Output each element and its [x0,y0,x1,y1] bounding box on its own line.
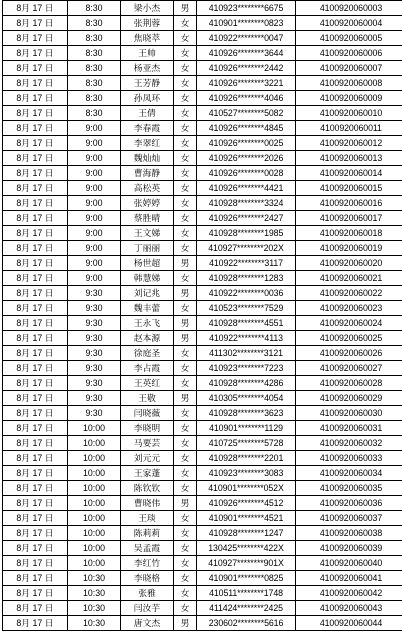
gender-cell: 男 [174,496,197,511]
table-row [3,46,402,61]
name-cell: 李春霞 [121,121,174,136]
table-row [3,571,402,586]
date-cell: 8月 17 日 [3,511,68,526]
time-cell: 9:30 [68,286,121,301]
id-number-cell: 130425********422X [197,541,296,556]
gender-cell: 男 [174,316,197,331]
date-cell: 8月 17 日 [3,166,68,181]
table-row [3,31,402,46]
time-cell: 9:00 [68,211,121,226]
name-cell: 丁丽丽 [121,241,174,256]
gender-cell: 女 [174,151,197,166]
name-cell: 韩慧娣 [121,271,174,286]
date-cell: 8月 17 日 [3,271,68,286]
ticket-number-cell: 4100920060023 [296,301,402,316]
id-number-cell: 410523********7529 [197,301,296,316]
table-row [3,586,402,601]
gender-cell: 女 [174,541,197,556]
id-number-cell: 410926********2026 [197,151,296,166]
ticket-number-cell: 4100920060004 [296,16,402,31]
date-cell: 8月 17 日 [3,241,68,256]
name-cell: 闫汝芋 [121,601,174,616]
time-cell: 8:30 [68,106,121,121]
id-number-cell: 410922********0036 [197,286,296,301]
ticket-number-cell: 4100920060015 [296,181,402,196]
date-cell: 8月 17 日 [3,301,68,316]
gender-cell: 男 [174,391,197,406]
date-cell: 8月 17 日 [3,496,68,511]
gender-cell: 男 [174,331,197,346]
id-number-cell: 410928********4551 [197,316,296,331]
id-number-cell: 410926********2427 [197,211,296,226]
name-cell: 王芳静 [121,76,174,91]
name-cell: 刘记兆 [121,286,174,301]
time-cell: 10:00 [68,481,121,496]
table-row [3,346,402,361]
gender-cell: 女 [174,241,197,256]
table-row [3,1,402,16]
ticket-number-cell: 4100920060037 [296,511,402,526]
name-cell: 闫晓薇 [121,406,174,421]
time-cell: 8:30 [68,61,121,76]
date-cell: 8月 17 日 [3,541,68,556]
name-cell: 陈钦钦 [121,481,174,496]
id-number-cell: 410305********4054 [197,391,296,406]
gender-cell: 女 [174,511,197,526]
ticket-number-cell: 4100920060007 [296,61,402,76]
name-cell: 王文娣 [121,226,174,241]
date-cell: 8月 17 日 [3,211,68,226]
date-cell: 8月 17 日 [3,106,68,121]
date-cell: 8月 17 日 [3,46,68,61]
time-cell: 10:30 [68,616,121,631]
time-cell: 9:00 [68,241,121,256]
ticket-number-cell: 4100920060020 [296,256,402,271]
time-cell: 9:00 [68,226,121,241]
name-cell: 陈莉莉 [121,526,174,541]
id-number-cell: 410901********0825 [197,571,296,586]
time-cell: 10:00 [68,556,121,571]
table-row [3,271,402,286]
table-row [3,556,402,571]
table-row [3,601,402,616]
time-cell: 10:00 [68,496,121,511]
time-cell: 8:30 [68,16,121,31]
time-cell: 10:00 [68,436,121,451]
date-cell: 8月 17 日 [3,181,68,196]
ticket-number-cell: 4100920060043 [296,601,402,616]
id-number-cell: 410527********5082 [197,106,296,121]
ticket-number-cell: 4100920060016 [296,196,402,211]
ticket-number-cell: 4100920060017 [296,211,402,226]
date-cell: 8月 17 日 [3,436,68,451]
gender-cell: 女 [174,181,197,196]
name-cell: 曹海静 [121,166,174,181]
gender-cell: 女 [174,61,197,76]
table-row [3,481,402,496]
name-cell: 张婷婷 [121,196,174,211]
id-number-cell: 410928********3324 [197,196,296,211]
id-number-cell: 410901********4521 [197,511,296,526]
ticket-number-cell: 4100920060014 [296,166,402,181]
gender-cell: 女 [174,76,197,91]
gender-cell: 女 [174,526,197,541]
name-cell: 李红竹 [121,556,174,571]
id-number-cell: 410901********0823 [197,16,296,31]
time-cell: 9:00 [68,151,121,166]
id-number-cell: 410923********6675 [197,1,296,16]
name-cell: 高松英 [121,181,174,196]
name-cell: 李晓明 [121,421,174,436]
name-cell: 梁小杰 [121,1,174,16]
ticket-number-cell: 4100920060009 [296,91,402,106]
name-cell: 孙凤环 [121,91,174,106]
exam-schedule-table [2,0,402,631]
date-cell: 8月 17 日 [3,316,68,331]
time-cell: 10:00 [68,421,121,436]
date-cell: 8月 17 日 [3,481,68,496]
date-cell: 8月 17 日 [3,376,68,391]
table-row [3,181,402,196]
id-number-cell: 410923********3083 [197,466,296,481]
time-cell: 9:30 [68,376,121,391]
gender-cell: 女 [174,406,197,421]
ticket-number-cell: 4100920060041 [296,571,402,586]
table-row [3,496,402,511]
gender-cell: 女 [174,436,197,451]
ticket-number-cell: 4100920060019 [296,241,402,256]
date-cell: 8月 17 日 [3,391,68,406]
id-number-cell: 410926********0028 [197,166,296,181]
time-cell: 9:30 [68,316,121,331]
ticket-number-cell: 4100920060003 [296,1,402,16]
time-cell: 9:30 [68,346,121,361]
id-number-cell: 411424********2425 [197,601,296,616]
gender-cell: 女 [174,106,197,121]
id-number-cell: 410928********1985 [197,226,296,241]
name-cell: 张荆蓉 [121,16,174,31]
table-row [3,136,402,151]
time-cell: 9:30 [68,331,121,346]
date-cell: 8月 17 日 [3,196,68,211]
table-row [3,436,402,451]
exam-schedule-table-wrap [2,0,400,633]
id-number-cell: 410923********7223 [197,361,296,376]
date-cell: 8月 17 日 [3,361,68,376]
date-cell: 8月 17 日 [3,91,68,106]
table-row [3,331,402,346]
table-row [3,121,402,136]
table-row [3,151,402,166]
date-cell: 8月 17 日 [3,1,68,16]
table-row [3,61,402,76]
ticket-number-cell: 4100920060010 [296,106,402,121]
name-cell: 杨世超 [121,256,174,271]
gender-cell: 女 [174,211,197,226]
id-number-cell: 410927********202X [197,241,296,256]
name-cell: 王倩 [121,106,174,121]
table-row [3,376,402,391]
ticket-number-cell: 4100920060006 [296,46,402,61]
name-cell: 焦晓萃 [121,31,174,46]
id-number-cell: 410928********1247 [197,526,296,541]
ticket-number-cell: 4100920060026 [296,346,402,361]
time-cell: 10:30 [68,601,121,616]
time-cell: 10:00 [68,511,121,526]
table-row [3,406,402,421]
id-number-cell: 230602********5616 [197,616,296,631]
time-cell: 9:00 [68,196,121,211]
name-cell: 王敬 [121,391,174,406]
gender-cell: 男 [174,616,197,631]
id-number-cell: 410926********4512 [197,496,296,511]
time-cell: 8:30 [68,46,121,61]
name-cell: 李翠红 [121,136,174,151]
gender-cell: 女 [174,271,197,286]
name-cell: 魏丰蕾 [121,301,174,316]
id-number-cell: 410926********3644 [197,46,296,61]
date-cell: 8月 17 日 [3,76,68,91]
id-number-cell: 410922********0047 [197,31,296,46]
date-cell: 8月 17 日 [3,421,68,436]
gender-cell: 女 [174,226,197,241]
name-cell: 王琰 [121,511,174,526]
table-row [3,196,402,211]
time-cell: 8:30 [68,91,121,106]
date-cell: 8月 17 日 [3,151,68,166]
ticket-number-cell: 4100920060028 [296,376,402,391]
id-number-cell: 410511********1748 [197,586,296,601]
date-cell: 8月 17 日 [3,556,68,571]
id-number-cell: 410927********901X [197,556,296,571]
table-row [3,391,402,406]
table-row [3,106,402,121]
ticket-number-cell: 4100920060032 [296,436,402,451]
ticket-number-cell: 4100920060033 [296,451,402,466]
time-cell: 9:30 [68,361,121,376]
name-cell: 王英红 [121,376,174,391]
table-row [3,256,402,271]
time-cell: 10:00 [68,451,121,466]
table-row [3,91,402,106]
table-row [3,361,402,376]
ticket-number-cell: 4100920060013 [296,151,402,166]
table-row [3,526,402,541]
gender-cell: 女 [174,481,197,496]
id-number-cell: 410928********4286 [197,376,296,391]
date-cell: 8月 17 日 [3,256,68,271]
gender-cell: 女 [174,301,197,316]
time-cell: 9:00 [68,166,121,181]
ticket-number-cell: 4100920060035 [296,481,402,496]
name-cell: 魏灿灿 [121,151,174,166]
name-cell: 徐庭圣 [121,346,174,361]
date-cell: 8月 17 日 [3,406,68,421]
gender-cell: 女 [174,586,197,601]
date-cell: 8月 17 日 [3,466,68,481]
id-number-cell: 410928********3623 [197,406,296,421]
id-number-cell: 410926********4046 [197,91,296,106]
table-row [3,226,402,241]
date-cell: 8月 17 日 [3,571,68,586]
time-cell: 8:30 [68,1,121,16]
time-cell: 9:30 [68,391,121,406]
gender-cell: 女 [174,91,197,106]
id-number-cell: 410725********5728 [197,436,296,451]
name-cell: 李占霞 [121,361,174,376]
date-cell: 8月 17 日 [3,61,68,76]
table-row [3,616,402,631]
gender-cell: 女 [174,376,197,391]
name-cell: 李晓格 [121,571,174,586]
gender-cell: 女 [174,571,197,586]
table-row [3,76,402,91]
name-cell: 唐文杰 [121,616,174,631]
time-cell: 10:00 [68,526,121,541]
name-cell: 马要芸 [121,436,174,451]
id-number-cell: 410928********1283 [197,271,296,286]
date-cell: 8月 17 日 [3,616,68,631]
id-number-cell: 410901********1129 [197,421,296,436]
time-cell: 8:30 [68,76,121,91]
id-number-cell: 410922********4113 [197,331,296,346]
id-number-cell: 410926********0025 [197,136,296,151]
ticket-number-cell: 4100920060038 [296,526,402,541]
name-cell: 王永飞 [121,316,174,331]
date-cell: 8月 17 日 [3,16,68,31]
time-cell: 10:30 [68,586,121,601]
time-cell: 9:00 [68,121,121,136]
gender-cell: 女 [174,466,197,481]
date-cell: 8月 17 日 [3,331,68,346]
gender-cell: 女 [174,556,197,571]
id-number-cell: 410926********2442 [197,61,296,76]
gender-cell: 女 [174,601,197,616]
name-cell: 王帅 [121,46,174,61]
gender-cell: 女 [174,361,197,376]
name-cell: 刘元元 [121,451,174,466]
table-row [3,16,402,31]
ticket-number-cell: 4100920060031 [296,421,402,436]
id-number-cell: 410926********4845 [197,121,296,136]
date-cell: 8月 17 日 [3,31,68,46]
ticket-number-cell: 4100920060008 [296,76,402,91]
time-cell: 9:30 [68,406,121,421]
id-number-cell: 410926********3221 [197,76,296,91]
gender-cell: 女 [174,196,197,211]
ticket-number-cell: 4100920060005 [296,31,402,46]
ticket-number-cell: 4100920060034 [296,466,402,481]
time-cell: 8:30 [68,31,121,46]
ticket-number-cell: 4100920060027 [296,361,402,376]
name-cell: 张雅 [121,586,174,601]
date-cell: 8月 17 日 [3,226,68,241]
date-cell: 8月 17 日 [3,526,68,541]
ticket-number-cell: 4100920060036 [296,496,402,511]
date-cell: 8月 17 日 [3,286,68,301]
date-cell: 8月 17 日 [3,451,68,466]
ticket-number-cell: 4100920060022 [296,286,402,301]
time-cell: 9:00 [68,136,121,151]
ticket-number-cell: 4100920060021 [296,271,402,286]
name-cell: 王家蓬 [121,466,174,481]
table-row [3,511,402,526]
gender-cell: 女 [174,16,197,31]
name-cell: 吴孟霞 [121,541,174,556]
time-cell: 9:00 [68,271,121,286]
name-cell: 赵本源 [121,331,174,346]
table-row [3,466,402,481]
gender-cell: 女 [174,31,197,46]
date-cell: 8月 17 日 [3,586,68,601]
table-row [3,211,402,226]
time-cell: 9:00 [68,181,121,196]
ticket-number-cell: 4100920060040 [296,556,402,571]
ticket-number-cell: 4100920060029 [296,391,402,406]
gender-cell: 男 [174,1,197,16]
date-cell: 8月 17 日 [3,121,68,136]
id-number-cell: 410922********3117 [197,256,296,271]
table-body [3,1,402,631]
table-row [3,166,402,181]
date-cell: 8月 17 日 [3,346,68,361]
ticket-number-cell: 4100920060044 [296,616,402,631]
gender-cell: 女 [174,136,197,151]
name-cell: 蔡胜晴 [121,211,174,226]
gender-cell: 男 [174,256,197,271]
gender-cell: 女 [174,421,197,436]
table-row [3,241,402,256]
ticket-number-cell: 4100920060039 [296,541,402,556]
time-cell: 10:30 [68,571,121,586]
id-number-cell: 410928********2201 [197,451,296,466]
time-cell: 10:00 [68,466,121,481]
ticket-number-cell: 4100920060025 [296,331,402,346]
table-row [3,286,402,301]
table-row [3,301,402,316]
ticket-number-cell: 4100920060011 [296,121,402,136]
id-number-cell: 410901********052X [197,481,296,496]
gender-cell: 女 [174,346,197,361]
gender-cell: 女 [174,166,197,181]
table-row [3,316,402,331]
ticket-number-cell: 4100920060018 [296,226,402,241]
date-cell: 8月 17 日 [3,601,68,616]
gender-cell: 女 [174,451,197,466]
table-row [3,451,402,466]
name-cell: 杨亚杰 [121,61,174,76]
id-number-cell: 410926********4421 [197,181,296,196]
ticket-number-cell: 4100920060030 [296,406,402,421]
time-cell: 9:30 [68,301,121,316]
gender-cell: 女 [174,121,197,136]
table-row [3,541,402,556]
gender-cell: 女 [174,46,197,61]
name-cell: 曹晓伟 [121,496,174,511]
table-row [3,421,402,436]
ticket-number-cell: 4100920060024 [296,316,402,331]
ticket-number-cell: 4100920060012 [296,136,402,151]
date-cell: 8月 17 日 [3,136,68,151]
ticket-number-cell: 4100920060042 [296,586,402,601]
gender-cell: 男 [174,286,197,301]
id-number-cell: 411302********3121 [197,346,296,361]
time-cell: 9:00 [68,256,121,271]
time-cell: 10:00 [68,541,121,556]
